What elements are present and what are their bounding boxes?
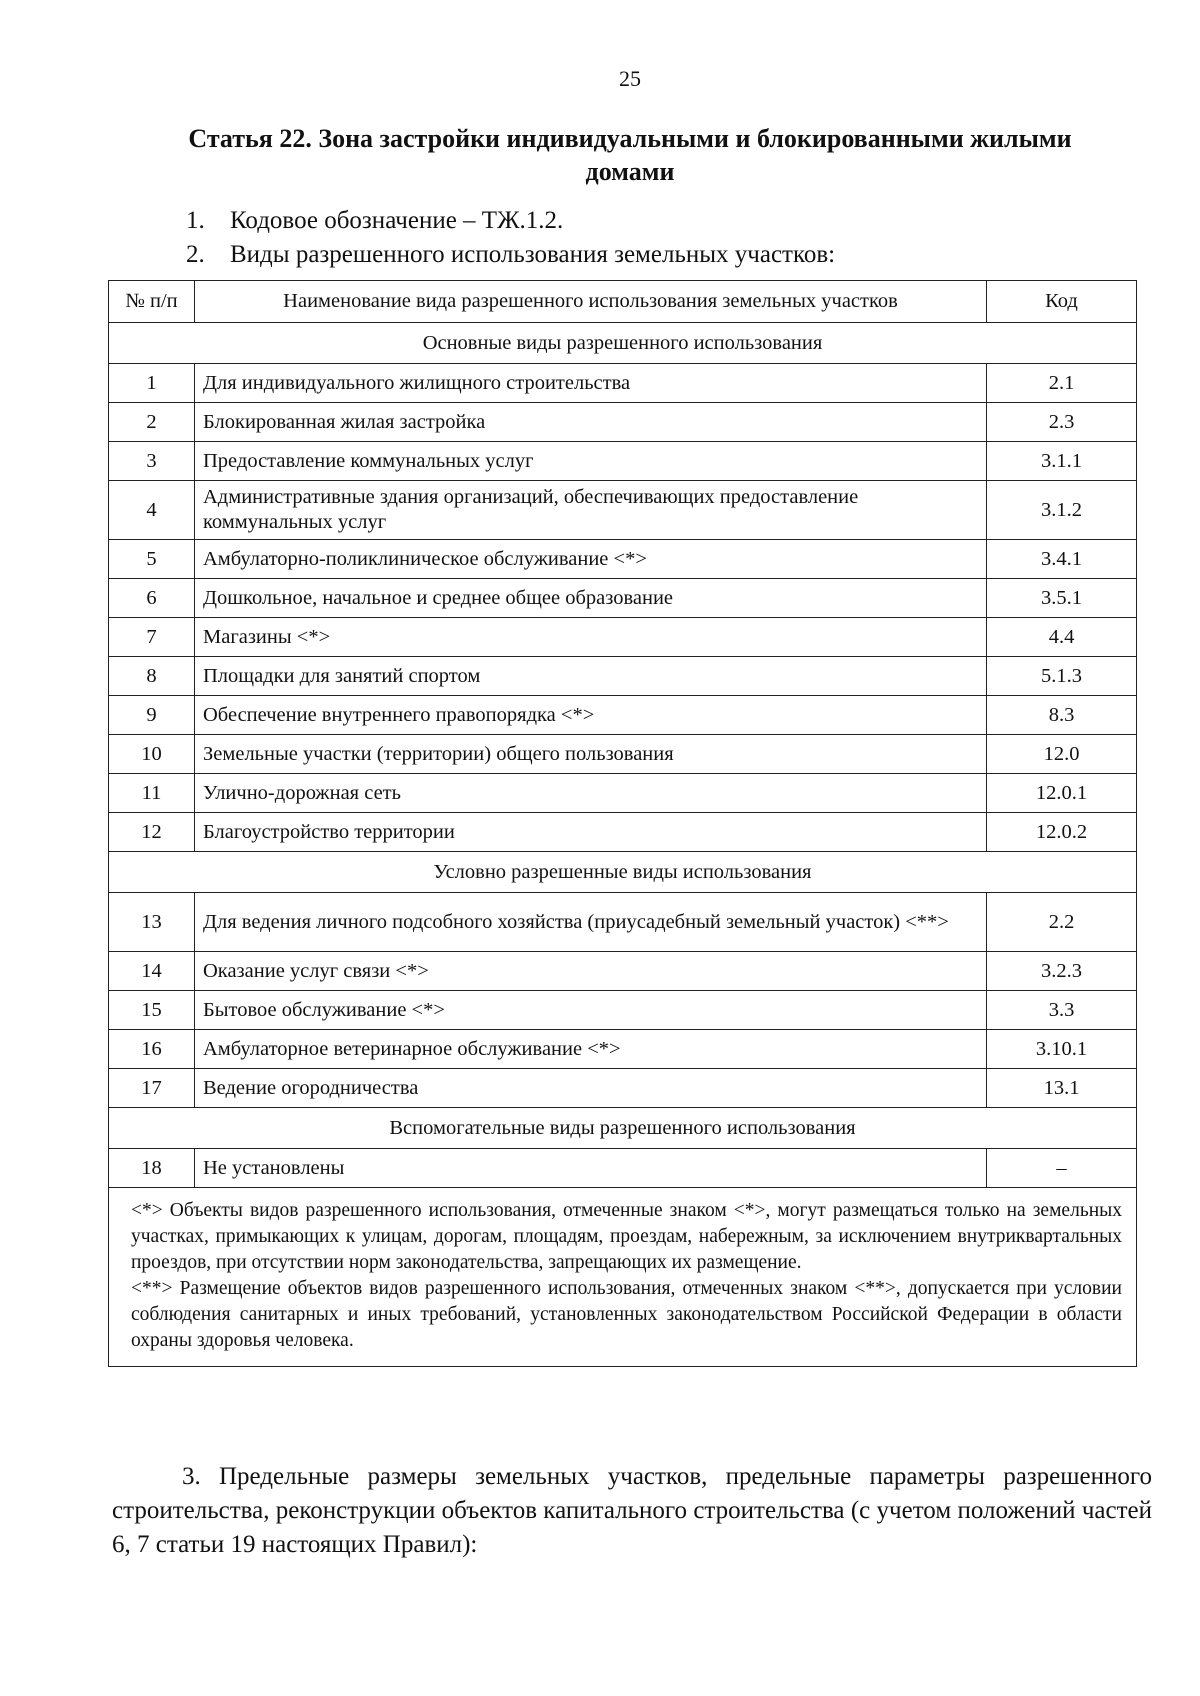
row-code: 2.3 [987,403,1137,442]
paragraph-3 [112,1460,1152,1562]
row-use-name: Обеспечение внутреннего правопорядка <*> [195,696,987,735]
page-number: 25 [619,66,641,91]
row-number: 10 [109,735,195,774]
list-item-code [186,206,563,236]
row-number: 8 [109,657,195,696]
row-code: – [987,1149,1137,1188]
row-use-name: Площадки для занятий спортом [195,657,987,696]
row-use-name: Амбулаторное ветеринарное обслуживание <*> [195,1030,987,1069]
row-number: 5 [109,540,195,579]
table-row [109,1030,1137,1069]
row-code: 3.1.2 [987,481,1137,540]
header-code: Код [987,281,1137,323]
table-row [109,735,1137,774]
row-use-name: Бытовое обслуживание <*> [195,991,987,1030]
row-use-name: Дошкольное, начальное и среднее общее образование [195,579,987,618]
row-number: 1 [109,364,195,403]
list-item-number: 1. [186,207,205,234]
table-row [109,540,1137,579]
section-header-row [109,852,1137,893]
table-header-row [109,281,1137,323]
header-number: № п/п [109,281,195,323]
list-item-number: 2. [186,241,205,268]
table-row [109,442,1137,481]
row-number: 15 [109,991,195,1030]
row-code: 12.0.1 [987,774,1137,813]
row-code: 3.5.1 [987,579,1137,618]
section-title: Основные виды разрешенного использования [109,323,1137,364]
section-title: Вспомогательные виды разрешенного использования [109,1108,1137,1149]
row-use-name: Для индивидуального жилищного строительства [195,364,987,403]
row-code: 12.0 [987,735,1137,774]
row-code: 5.1.3 [987,657,1137,696]
row-number: 12 [109,813,195,852]
table-row [109,403,1137,442]
list-item-text: Кодовое обозначение – ТЖ.1.2. [230,207,564,234]
article-title: Статья 22. Зона застройки индивидуальными и блокированными жилыми домами [188,124,1072,186]
section-title: Условно разрешенные виды использования [109,852,1137,893]
row-number: 18 [109,1149,195,1188]
table-notes [109,1188,1137,1367]
row-use-name: Благоустройство территории [195,813,987,852]
row-code: 4.4 [987,618,1137,657]
row-code: 3.2.3 [987,952,1137,991]
row-number: 9 [109,696,195,735]
row-number: 13 [109,893,195,952]
row-use-name: Земельные участки (территории) общего пользования [195,735,987,774]
table-row [109,579,1137,618]
row-number: 3 [109,442,195,481]
row-number: 4 [109,481,195,540]
row-use-name: Блокированная жилая застройка [195,403,987,442]
row-number: 14 [109,952,195,991]
table-row [109,774,1137,813]
row-number: 16 [109,1030,195,1069]
row-use-name: Не установлены [195,1149,987,1188]
row-code: 3.1.1 [987,442,1137,481]
table-row [109,696,1137,735]
row-number: 2 [109,403,195,442]
table-body [109,323,1137,1367]
table-row [109,1069,1137,1108]
section-header-row [109,323,1137,364]
table-row [109,618,1137,657]
row-number: 6 [109,579,195,618]
row-use-name: Административные здания организаций, обеспечивающих предоставление коммунальных услуг [195,481,987,540]
table-row [109,991,1137,1030]
table-row [109,952,1137,991]
table-row [109,481,1137,540]
row-use-name: Амбулаторно-поликлиническое обслуживание <*> [195,540,987,579]
row-code: 3.3 [987,991,1137,1030]
row-use-name: Для ведения личного подсобного хозяйства (приусадебный земельный участок) <**> [195,893,987,952]
list-item-uses [186,240,835,270]
row-use-name: Магазины <*> [195,618,987,657]
row-number: 11 [109,774,195,813]
table-row [109,364,1137,403]
table-row [109,1149,1137,1188]
row-code: 12.0.2 [987,813,1137,852]
row-code: 3.10.1 [987,1030,1137,1069]
row-number: 7 [109,618,195,657]
row-code: 2.1 [987,364,1137,403]
section-header-row [109,1108,1137,1149]
row-code: 3.4.1 [987,540,1137,579]
row-code: 8.3 [987,696,1137,735]
row-use-name: Улично-дорожная сеть [195,774,987,813]
notes-row [109,1188,1137,1367]
row-code: 2.2 [987,893,1137,952]
paragraph-3-text: 3. Предельные размеры земельных участков, предельные параметры разрешенного строительства, реконструкции объектов капитального строительства (с учетом положений частей 6, 7 статьи 19 настоящих Правил): [112,1463,1152,1558]
table-row [109,893,1137,952]
row-use-name: Предоставление коммунальных услуг [195,442,987,481]
permitted-uses-table [108,280,1137,1367]
list-item-text: Виды разрешенного использования земельных участков: [230,241,836,268]
row-use-name: Оказание услуг связи <*> [195,952,987,991]
footnote: <*> Объекты видов разрешенного использования, отмеченные знаком <*>, могут размещаться только на земельных участках, примыкающих к улицам, дорогам, площадям, проездам, набережным, за исключением внутриквартальных проездов, при отсутствии норм законодательства, запрещающих их размещение. [131,1200,1122,1273]
footnote: <**> Размещение объектов видов разрешенного использования, отмеченных знаком <**>, допускается при условии соблюдения санитарных и иных требований, установленных законодательством Российской Федерации в области охраны здоровья человека. [131,1278,1122,1351]
table-row [109,813,1137,852]
row-use-name: Ведение огородничества [195,1069,987,1108]
header-name: Наименование вида разрешенного использования земельных участков [195,281,987,323]
row-number: 17 [109,1069,195,1108]
row-code: 13.1 [987,1069,1137,1108]
table-row [109,657,1137,696]
